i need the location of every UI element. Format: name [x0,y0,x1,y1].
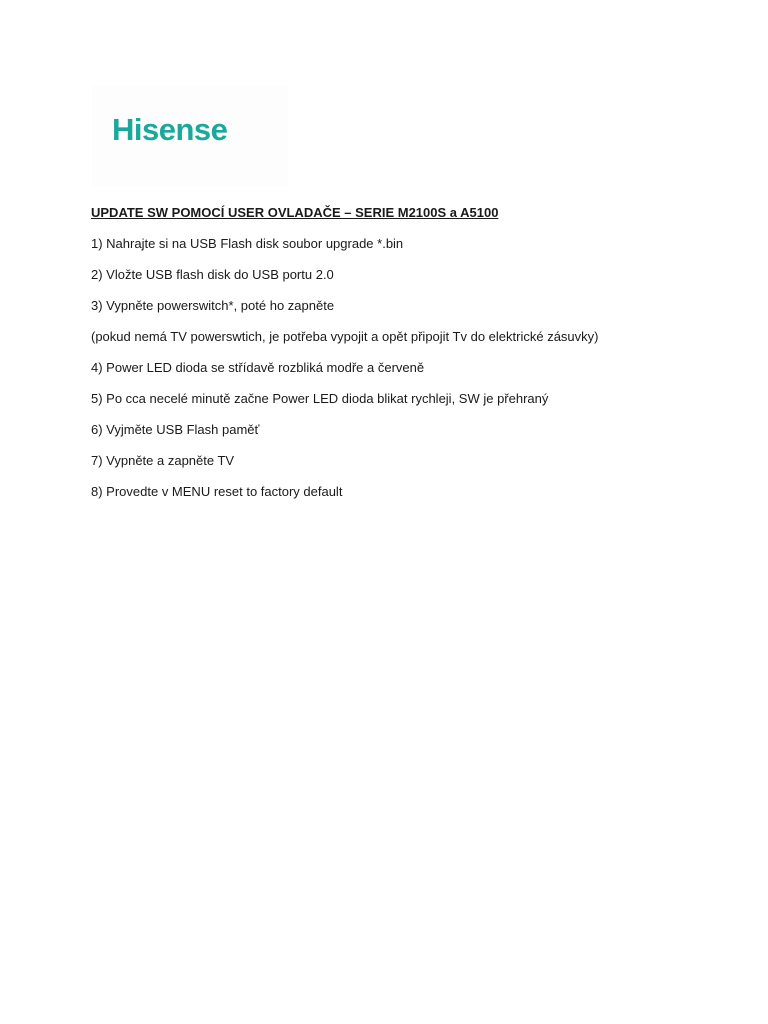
instruction-step-3: 3) Vypněte powerswitch*, poté ho zapněte [91,298,335,313]
instructions-document [91,204,731,514]
instruction-step-2: 2) Vložte USB flash disk do USB portu 2.0 [91,267,334,282]
brand-logo-text: Hisense [112,112,228,147]
instruction-step-7: 7) Vypněte a zapněte TV [91,453,235,468]
instruction-step-6: 6) Vyjměte USB Flash paměť [91,422,260,437]
brand-logo [92,86,288,186]
instruction-step-4: 4) Power LED dioda se střídavě rozbliká modře a červeně [91,360,425,375]
document-title: UPDATE SW POMOCÍ USER OVLADAČE – SERIE M2100S a A5100 [91,205,499,220]
instruction-step-1: 1) Nahrajte si na USB Flash disk soubor upgrade *.bin [91,236,404,251]
instruction-step-5: 5) Po cca necelé minutě začne Power LED dioda blikat rychleji, SW je přehraný [91,391,549,406]
instruction-step-8: 8) Provedte v MENU reset to factory default [91,484,343,499]
instruction-note: (pokud nemá TV powerswtich, je potřeba vypojit a opět připojit Tv do elektrické zásuvky) [91,329,599,344]
